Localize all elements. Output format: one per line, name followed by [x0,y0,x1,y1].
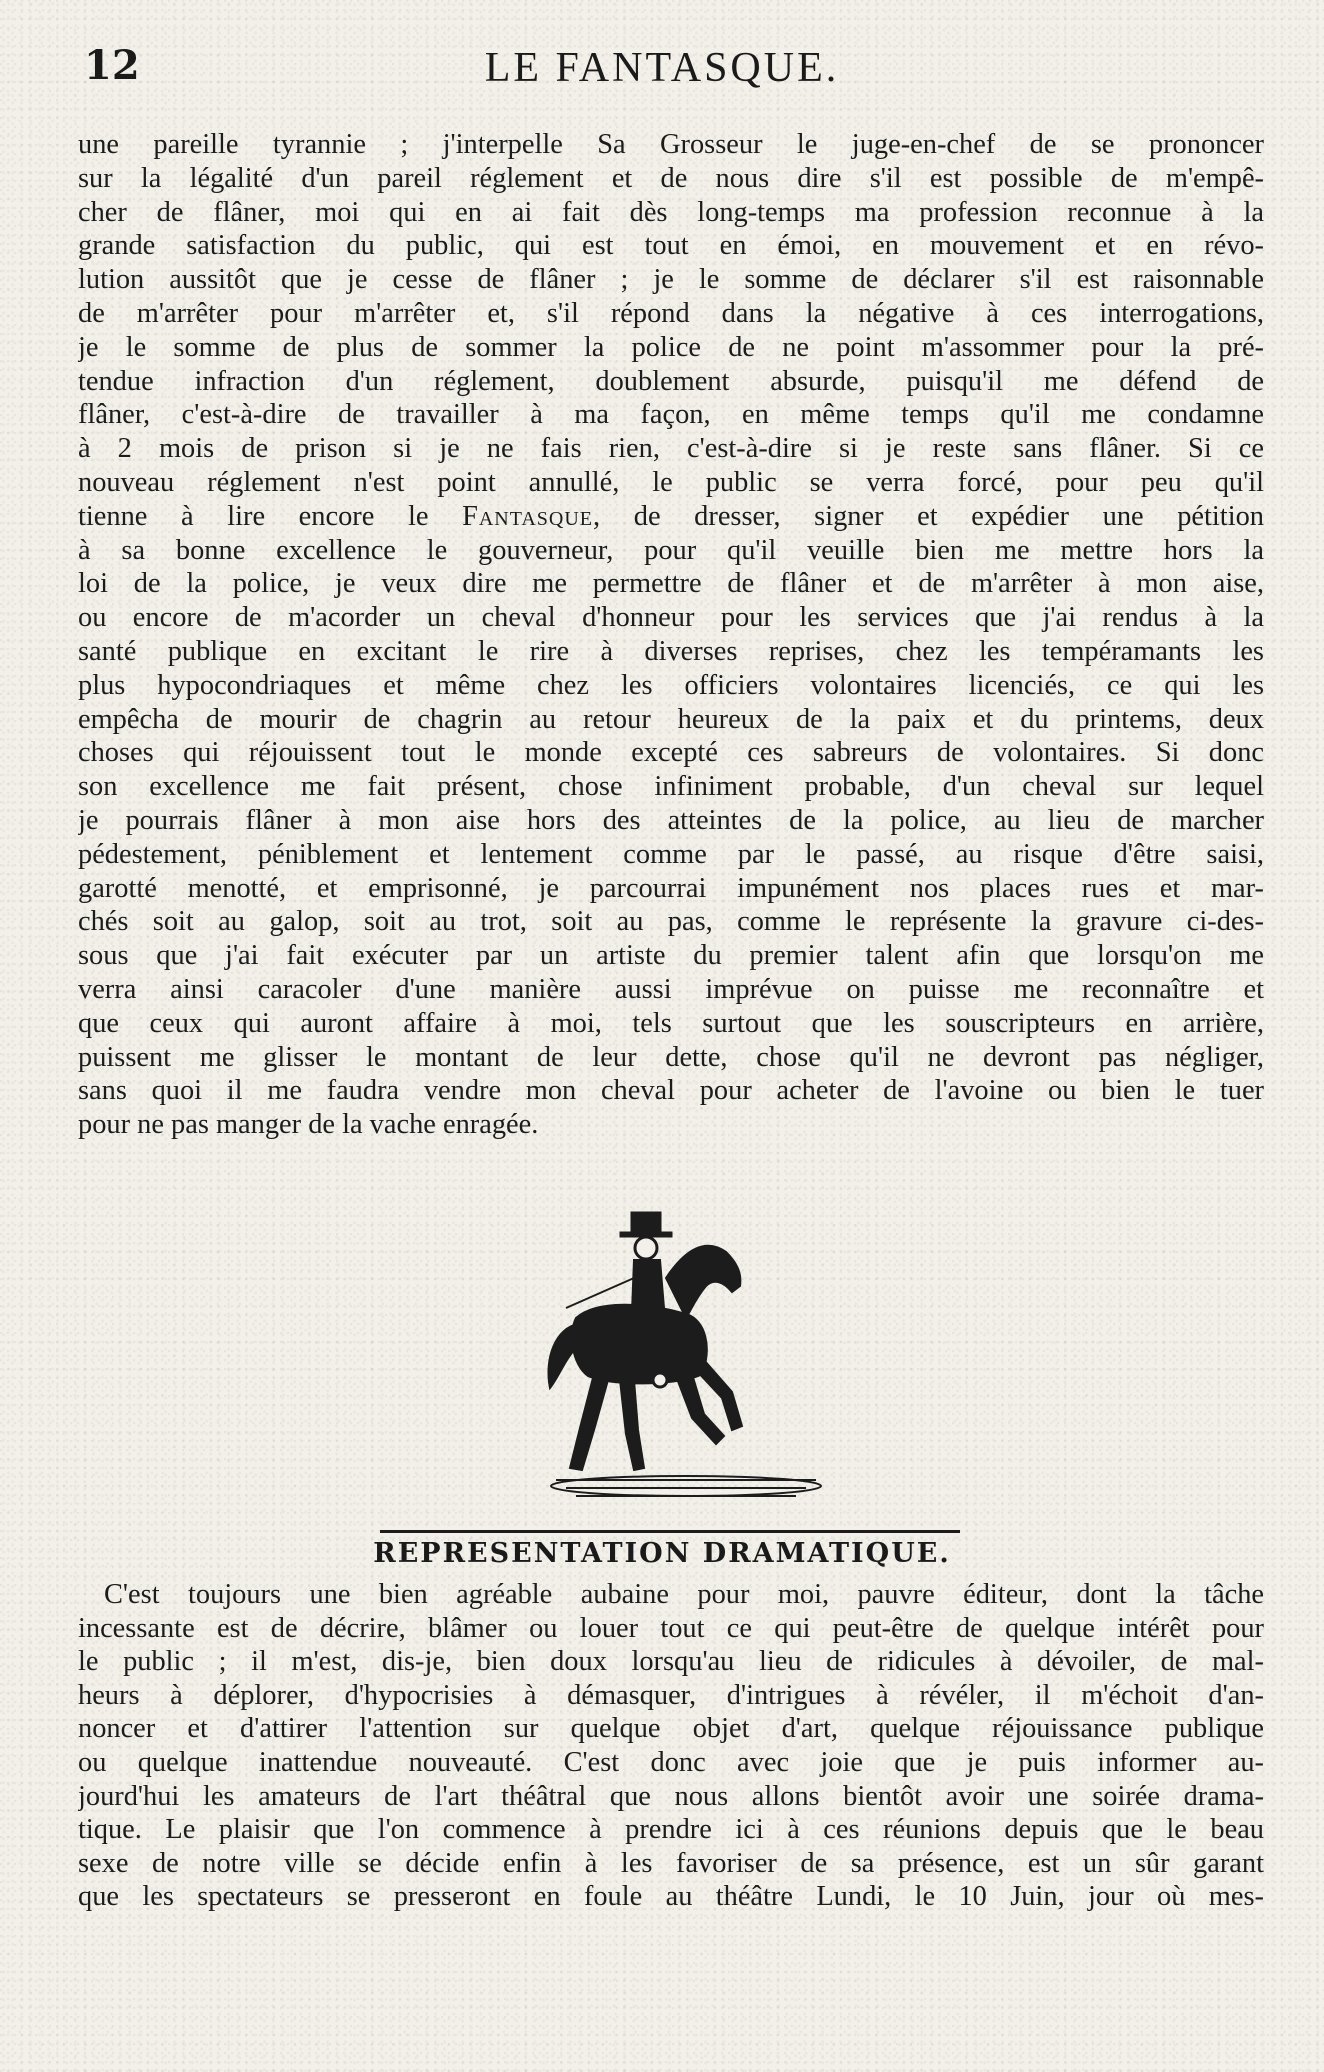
page-number: 12 [84,42,140,89]
text-line: sur la légalité d'un pareil réglement et de nous dire s'il est possible de m'empê- [78,162,1264,194]
text-line: tendue infraction d'un réglement, doublement absurde, puisqu'il me défend de [78,365,1264,397]
text-line: pédestement, péniblement et lentement comme par le passé, au risque d'être saisi, [78,838,1264,870]
text-line: lution aussitôt que je cesse de flâner ; je le somme de déclarer s'il est raisonnable [78,264,1264,296]
text-line: incessante est de décrire, blâmer ou louer tout ce qui peut-être de quelque intérêt pour [78,1612,1264,1644]
text-line: chés soit au galop, soit au trot, soit au pas, comme le représente la gravure ci-des- [78,906,1264,938]
text-line: de m'arrêter pour m'arrêter et, s'il répond dans la négative à ces interrogations, [78,297,1264,329]
text-line: santé publique en excitant le rire à diverses reprises, chez les tempéramants les [78,635,1264,667]
journal-title: LE FANTASQUE. [484,45,840,91]
text-line: je pourrais flâner à mon aise hors des atteintes de la police, au lieu de marcher [78,804,1264,836]
text-line: tique. Le plaisir que l'on commence à prendre ici à ces réunions depuis que le beau [78,1814,1264,1846]
text-line: sans quoi il me faudra vendre mon cheval pour acheter de l'avoine ou bien le tuer [78,1075,1264,1107]
section-heading: REPRESENTATION DRAMATIQUE. [373,1538,951,1569]
text-line: je le somme de plus de sommer la police de ne point m'assommer pour la pré- [78,331,1264,363]
text-line: à sa bonne excellence le gouverneur, pour qu'il veuille bien me mettre hors la [78,534,1264,566]
page-header [0,38,1324,98]
text-line: sous que j'ai fait exécuter par un artiste du premier talent afin que lorsqu'on me [78,940,1264,972]
text-line: cher de flâner, moi qui en ai fait dès long-temps ma profession reconnue à la [78,196,1264,228]
text-line: puissent me glisser le montant de leur dette, chose qu'il ne devront pas négliger, [78,1041,1264,1073]
text-line: choses qui réjouissent tout le monde excepté ces sabreurs de volontaires. Si donc [78,737,1264,769]
text-line: heurs à déplorer, d'hypocrisies à démasquer, d'intrigues à révéler, il m'échoit d'an- [78,1679,1264,1711]
text-line: grande satisfaction du public, qui est tout en émoi, en mouvement et en révo- [78,230,1264,262]
section-divider [380,1530,960,1533]
horse-rider-engraving [536,1208,826,1508]
text-line: son excellence me fait présent, chose infiniment probable, d'un cheval sur lequel [78,771,1264,803]
text-line: empêcha de mourir de chagrin au retour heureux de la paix et du printems, deux [78,703,1264,735]
text-line: une pareille tyrannie ; j'interpelle Sa Grosseur le juge-en-chef de se prononcer [78,129,1264,160]
text-line: le public ; il m'est, dis-je, bien doux lorsqu'au lieu de ridicules à dévoiler, de mal- [78,1646,1264,1678]
text-line: ou encore de m'acorder un cheval d'honneur pour les services que j'ai rendus à la [78,602,1264,634]
text-line: C'est toujours une bien agréable aubaine pour moi, pauvre éditeur, dont la tâche [104,1579,1264,1610]
article-body [78,128,1264,1142]
text-line: noncer et d'attirer l'attention sur quelque objet d'art, quelque réjouissance publique [78,1713,1264,1745]
text-line: verra ainsi caracoler d'une manière aussi imprévue on puisse me reconnaître et [78,973,1264,1005]
text-line-with-smallcaps [78,500,1264,534]
text-line: flâner, c'est-à-dire de travailler à ma façon, en même temps qu'il me condamne [78,399,1264,431]
text-line: à 2 mois de prison si je ne fais rien, c'est-à-dire si je reste sans flâner. Si ce [78,433,1264,465]
text-line: garotté menotté, et emprisonné, je parcourrai impunément nos places rues et mar- [78,872,1264,904]
text-fragment: , de dresser, signer et expédier une pétition [593,500,1264,532]
text-line: plus hypocondriaques et même chez les officiers volontaires licenciés, ce qui les [78,669,1264,701]
text-line: jourd'hui les amateurs de l'art théâtral que nous allons bientôt avoir une soirée drama- [78,1780,1264,1812]
text-line: pour ne pas manger de la vache enragée. [78,1109,539,1141]
article-body-2 [78,1578,1264,1914]
text-line: nouveau réglement n'est point annullé, le public se verra forcé, pour peu qu'il [78,466,1264,498]
text-line: que ceux qui auront affaire à moi, tels surtout que les souscripteurs en arrière, [78,1007,1264,1039]
text-fragment: tienne à lire encore le [78,500,429,532]
text-line: sexe de notre ville se décide enfin à les favoriser de sa présence, est un sûr garant [78,1847,1264,1879]
journal-name-smallcaps: Fantasque [462,500,594,532]
text-line: ou quelque inattendue nouveauté. C'est donc avec joie que je puis informer au- [78,1746,1264,1778]
text-line: que les spectateurs se presseront en foule au théâtre Lundi, le 10 Juin, jour où mes- [78,1881,1264,1913]
text-line: loi de la police, je veux dire me permettre de flâner et de m'arrêter à mon aise, [78,568,1264,600]
